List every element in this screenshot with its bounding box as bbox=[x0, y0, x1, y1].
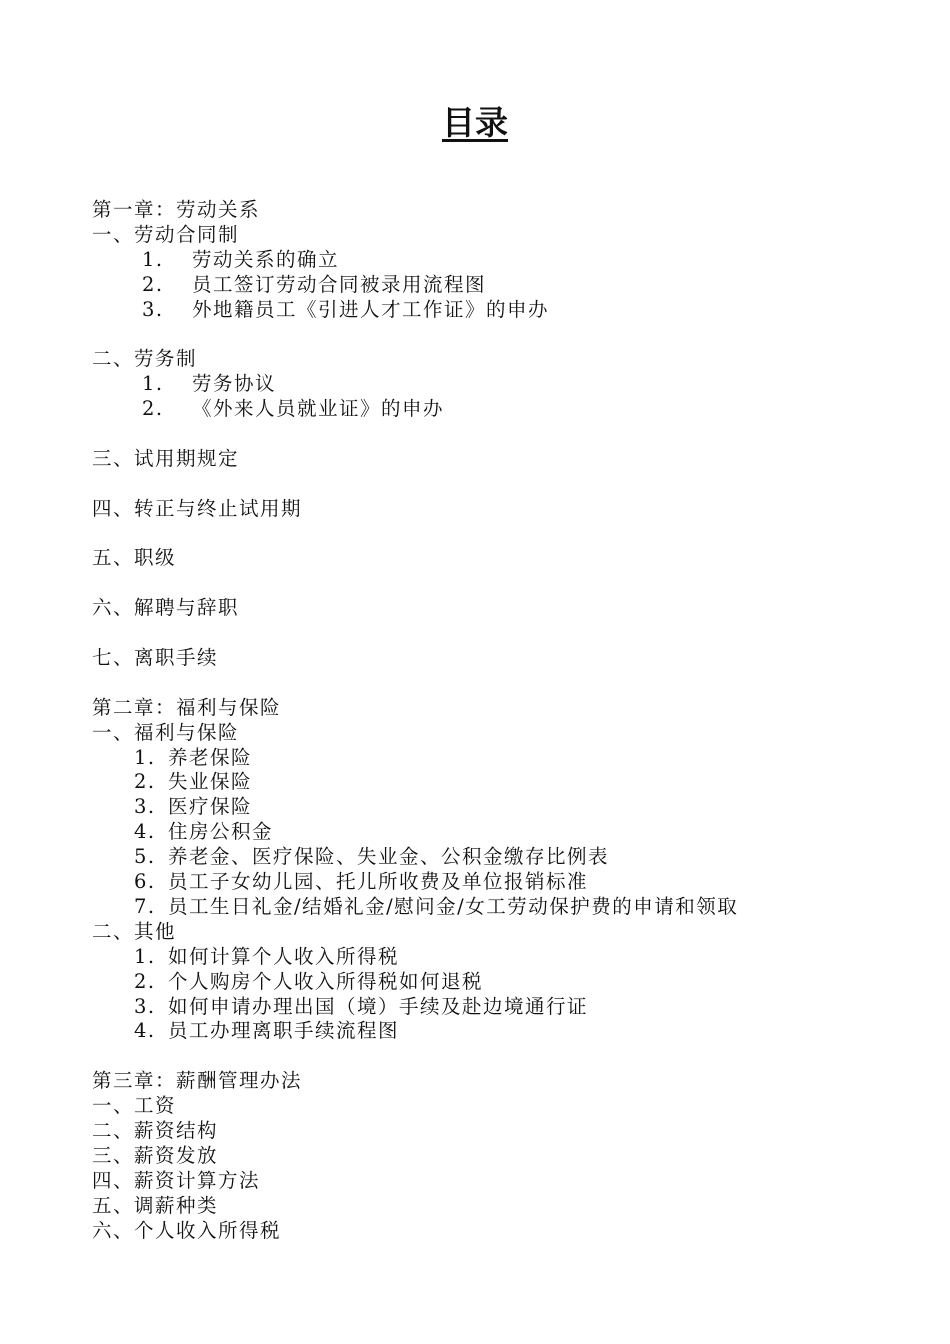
item-number: 5. bbox=[134, 845, 156, 869]
item-number: 1. bbox=[142, 372, 164, 396]
page-title-text: 目录 bbox=[442, 103, 508, 142]
item-text: 养老保险 bbox=[168, 745, 253, 769]
item-text: 养老金、医疗保险、失业金、公积金缴存比例表 bbox=[168, 845, 610, 869]
spacer bbox=[92, 1044, 912, 1069]
item-text: 失业保险 bbox=[168, 770, 253, 794]
toc-item bbox=[92, 970, 912, 995]
item-text: 员工生日礼金/结婚礼金/慰问金/女工劳动保护费的申请和领取 bbox=[168, 894, 739, 918]
toc-item bbox=[92, 770, 912, 795]
ch2-section-2-heading: 二、其他 bbox=[92, 919, 177, 943]
item-number: 2. bbox=[134, 969, 156, 993]
item-number: 2. bbox=[142, 272, 164, 296]
toc-item bbox=[92, 820, 912, 845]
toc-item bbox=[92, 945, 912, 970]
ch3-section-heading: 一、工资 bbox=[92, 1094, 177, 1118]
ch1-section-1-heading: 一、劳动合同制 bbox=[92, 222, 240, 246]
ch2-section-1-heading: 一、福利与保险 bbox=[92, 720, 240, 744]
ch1-section-4-heading: 四、转正与终止试用期 bbox=[92, 496, 303, 520]
ch3-section-heading: 二、薪资结构 bbox=[92, 1118, 219, 1142]
spacer bbox=[92, 671, 912, 696]
spacer bbox=[92, 522, 912, 547]
item-text: 《外来人员就业证》的申办 bbox=[192, 397, 445, 421]
ch3-section-heading: 六、个人收入所得税 bbox=[92, 1218, 282, 1242]
toc-item bbox=[92, 995, 912, 1020]
item-number: 1. bbox=[134, 745, 156, 769]
item-number: 4. bbox=[134, 820, 156, 844]
spacer bbox=[92, 571, 912, 596]
item-text: 个人购房个人收入所得税如何退税 bbox=[168, 969, 484, 993]
page-title bbox=[0, 100, 950, 146]
item-number: 4. bbox=[134, 1019, 156, 1043]
ch1-section-5-heading: 五、职级 bbox=[92, 546, 177, 570]
item-number: 1. bbox=[134, 944, 156, 968]
item-number: 7. bbox=[134, 894, 156, 918]
item-text: 住房公积金 bbox=[168, 820, 274, 844]
item-text: 如何计算个人收入所得税 bbox=[168, 944, 400, 968]
table-of-contents bbox=[92, 198, 912, 1243]
toc-item bbox=[92, 845, 912, 870]
spacer bbox=[92, 621, 912, 646]
toc-item bbox=[92, 397, 912, 422]
ch3-section-heading: 三、薪资发放 bbox=[92, 1143, 219, 1167]
item-number: 6. bbox=[134, 870, 156, 894]
item-text: 医疗保险 bbox=[168, 795, 253, 819]
item-number: 3. bbox=[142, 297, 164, 321]
toc-item bbox=[92, 248, 912, 273]
toc-item bbox=[92, 746, 912, 771]
toc-item bbox=[92, 1019, 912, 1044]
ch1-section-6-heading: 六、解聘与辞职 bbox=[92, 596, 240, 620]
item-text: 员工签订劳动合同被录用流程图 bbox=[192, 272, 487, 296]
item-text: 劳务协议 bbox=[192, 372, 277, 396]
toc-item bbox=[92, 298, 912, 323]
item-number: 3. bbox=[134, 795, 156, 819]
chapter-3-heading: 第三章：薪酬管理办法 bbox=[92, 1069, 303, 1093]
ch3-section-heading: 四、薪资计算方法 bbox=[92, 1168, 261, 1192]
toc-item bbox=[92, 795, 912, 820]
item-text: 外地籍员工《引进人才工作证》的申办 bbox=[192, 297, 550, 321]
item-text: 劳动关系的确立 bbox=[192, 247, 340, 271]
item-text: 如何申请办理出国（境）手续及赴边境通行证 bbox=[168, 994, 589, 1018]
ch3-section-heading: 五、调薪种类 bbox=[92, 1193, 219, 1217]
item-number: 1. bbox=[142, 247, 164, 271]
toc-item bbox=[92, 870, 912, 895]
spacer bbox=[92, 422, 912, 447]
spacer bbox=[92, 472, 912, 497]
ch1-section-3-heading: 三、试用期规定 bbox=[92, 446, 240, 470]
item-number: 3. bbox=[134, 994, 156, 1018]
item-text: 员工子女幼儿园、托儿所收费及单位报销标准 bbox=[168, 870, 589, 894]
item-number: 2. bbox=[142, 397, 164, 421]
chapter-1-heading: 第一章：劳动关系 bbox=[92, 198, 261, 221]
ch1-section-7-heading: 七、离职手续 bbox=[92, 646, 219, 670]
item-number: 2. bbox=[134, 770, 156, 794]
item-text: 员工办理离职手续流程图 bbox=[168, 1019, 400, 1043]
toc-item bbox=[92, 273, 912, 298]
toc-item bbox=[92, 895, 912, 920]
spacer bbox=[92, 322, 912, 347]
toc-item bbox=[92, 372, 912, 397]
chapter-2-heading: 第二章：福利与保险 bbox=[92, 695, 282, 719]
ch1-section-2-heading: 二、劳务制 bbox=[92, 347, 198, 371]
